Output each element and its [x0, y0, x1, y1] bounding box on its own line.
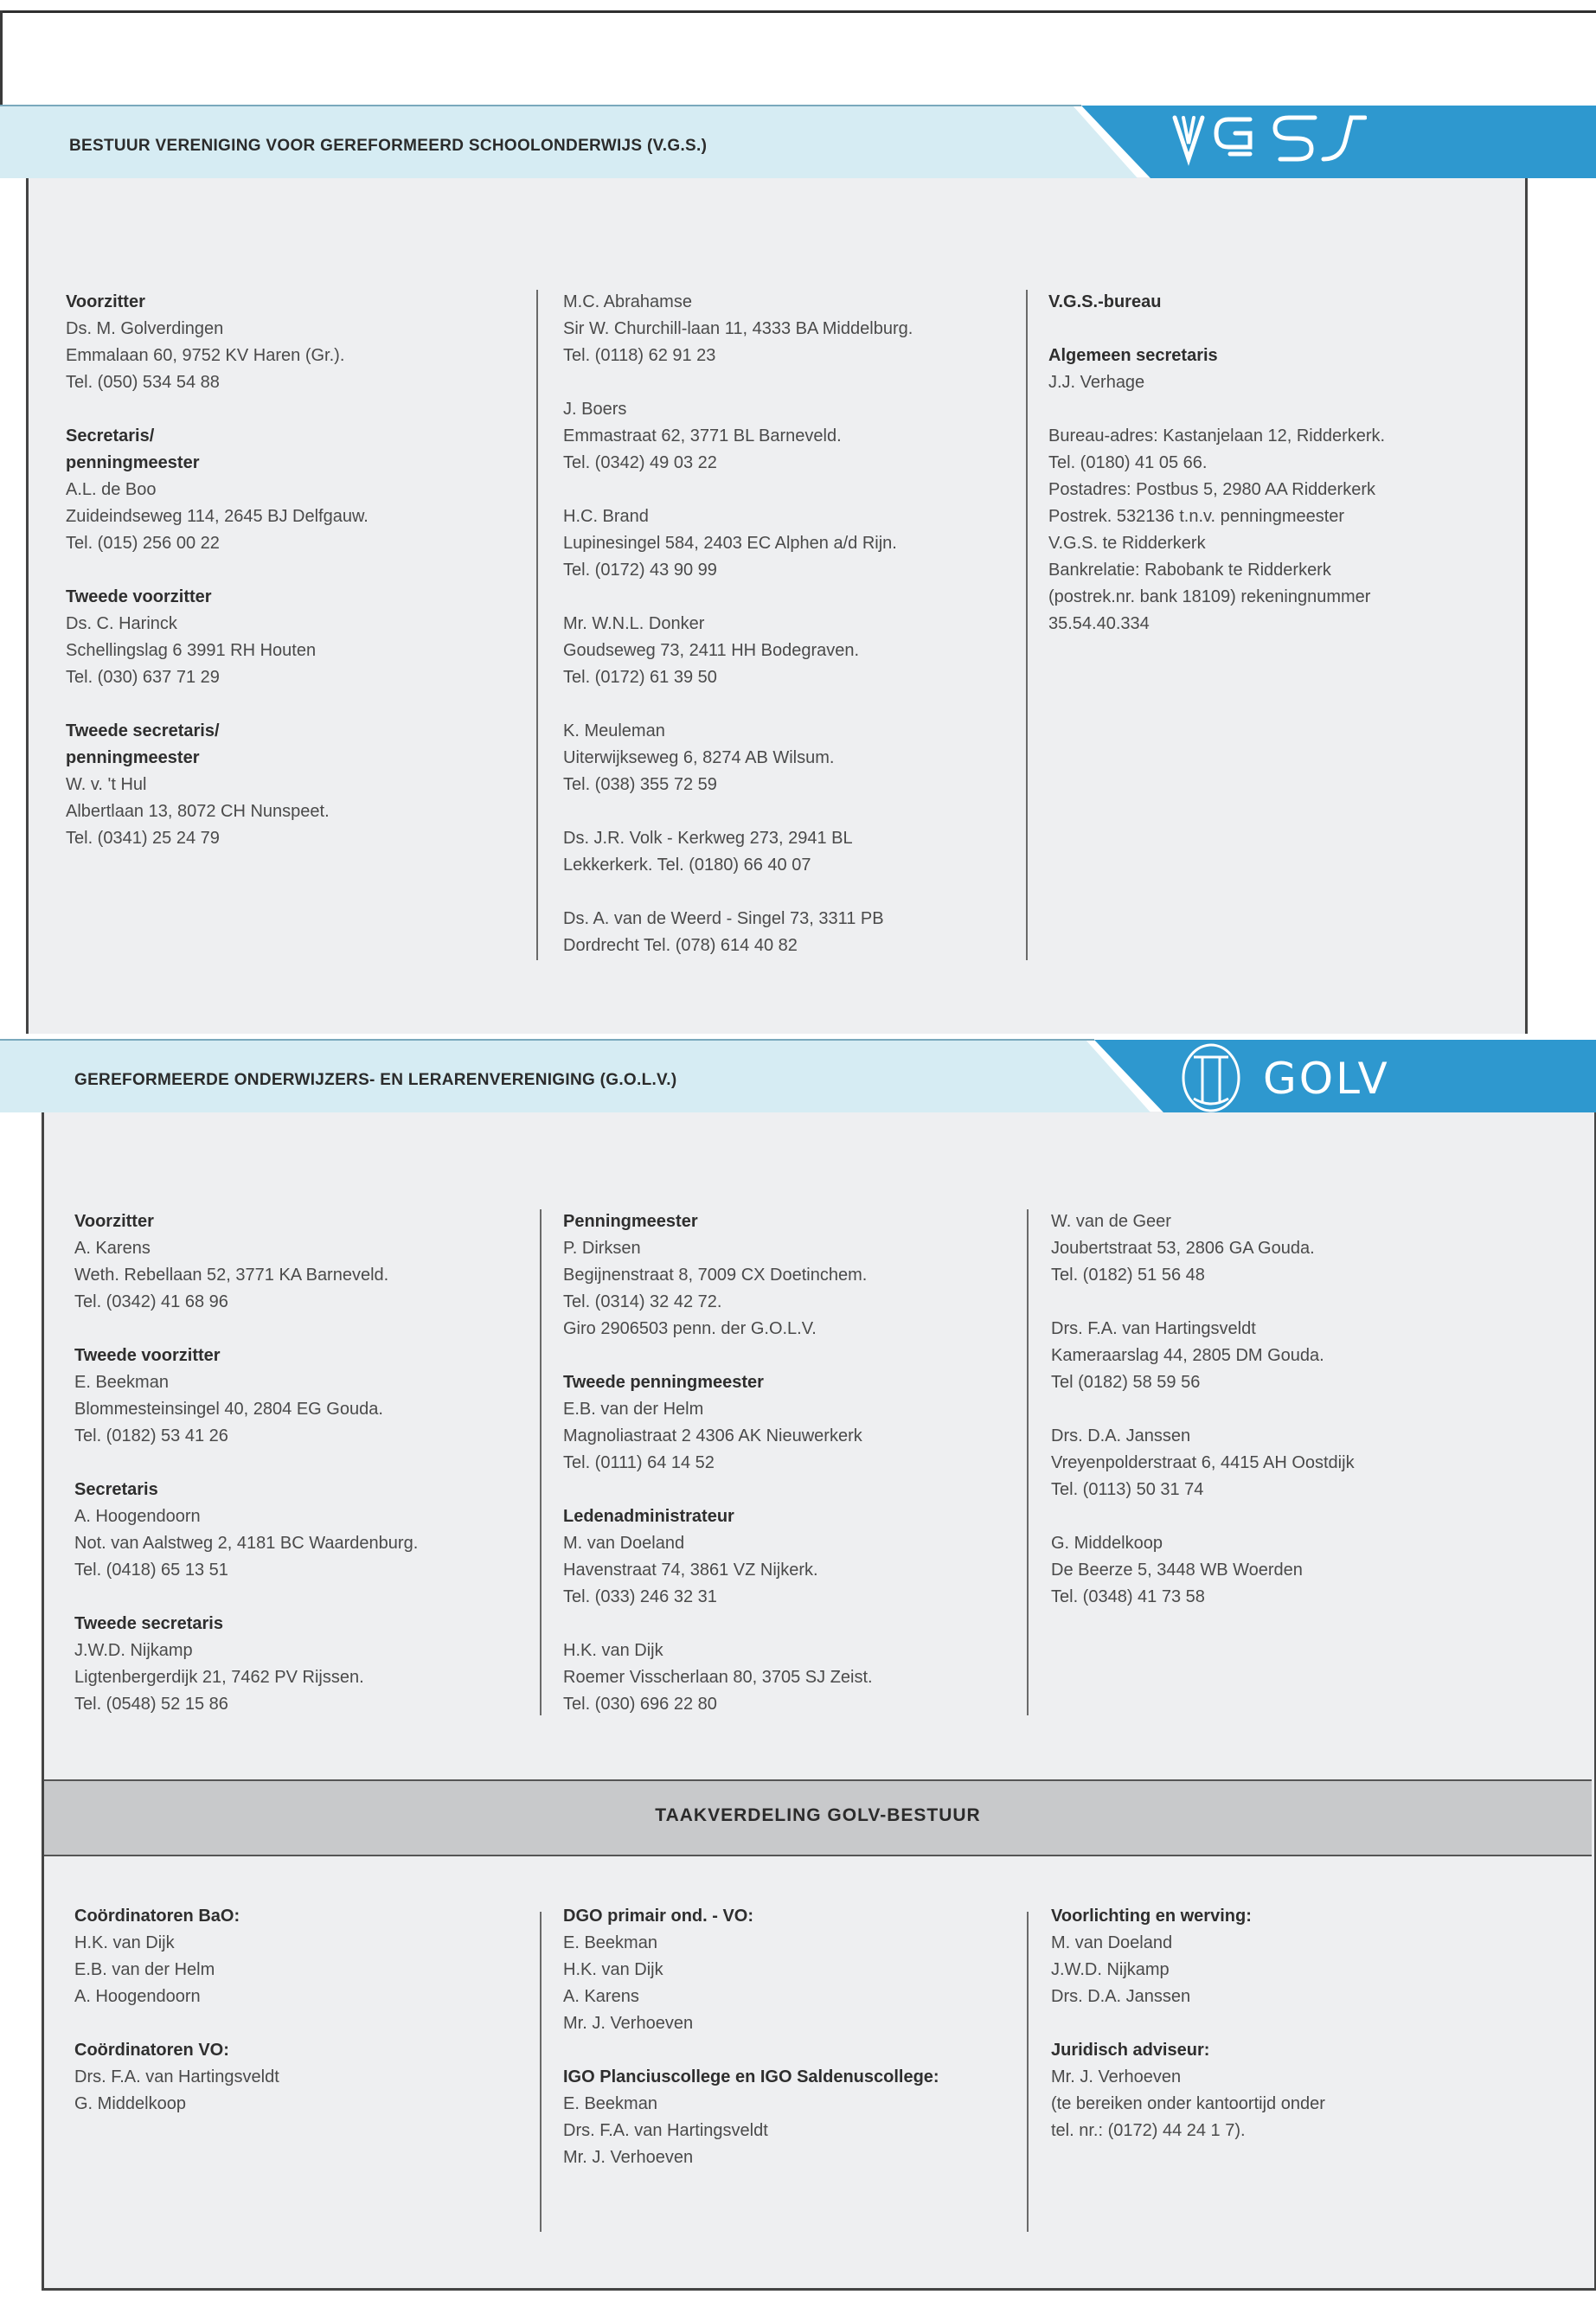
address-line: Emmalaan 60, 9752 KV Haren (Gr.). — [66, 346, 345, 365]
address-line: Roemer Visscherlaan 80, 3705 SJ Zeist. — [563, 1668, 873, 1687]
address-line: Joubertstraat 53, 2806 GA Gouda. — [1051, 1239, 1315, 1258]
address-line: Begijnenstraat 8, 7009 CX Doetinchem. — [563, 1266, 868, 1285]
board-entry — [563, 1638, 1013, 1718]
person-name: E.B. van der Helm — [74, 1960, 215, 1979]
task-heading: DGO primair ond. - VO: — [563, 1907, 754, 1926]
role-heading: Voorzitter — [66, 292, 145, 311]
task-entry — [1051, 1903, 1518, 2010]
taak-column-3 — [1051, 1903, 1518, 2171]
role-heading: Tweede voorzitter — [74, 1346, 221, 1365]
golv-column-3 — [1051, 1208, 1518, 1638]
phone-line: Tel. (0111) 64 14 52 — [563, 1453, 715, 1472]
board-entry — [1051, 1208, 1518, 1289]
bureau-address-entry — [1048, 423, 1498, 638]
person-name: A. Hoogendoorn — [74, 1507, 201, 1526]
board-entry — [563, 1208, 1013, 1343]
board-entry — [74, 1343, 542, 1450]
role-heading: Voorzitter — [74, 1212, 154, 1231]
address-line: Ds. J.R. Volk - Kerkweg 273, 2941 BL — [563, 829, 853, 848]
board-entry — [74, 1208, 542, 1316]
board-entry — [563, 289, 1030, 369]
phone-line: Tel. (0548) 52 15 86 — [74, 1695, 228, 1714]
person-name: Drs. F.A. van Hartingsveldt — [1051, 1319, 1256, 1338]
vgs-column-3 — [1048, 289, 1498, 664]
address-line: Kameraarslag 44, 2805 DM Gouda. — [1051, 1346, 1324, 1365]
info-line: V.G.S. te Ridderkerk — [1048, 534, 1206, 553]
board-entry — [74, 1477, 542, 1584]
address-line: Albertlaan 13, 8072 CH Nunspeet. — [66, 802, 330, 821]
address-line: Lupinesingel 584, 2403 EC Alphen a/d Rijn. — [563, 534, 897, 553]
person-name: A.L. de Boo — [66, 480, 157, 499]
info-line: Postrek. 532136 t.n.v. penningmeester — [1048, 507, 1345, 526]
role-heading: Ledenadministrateur — [563, 1507, 734, 1526]
vgs-logo — [1168, 107, 1367, 176]
person-name: Ds. C. Harinck — [66, 614, 177, 633]
board-entry — [74, 1611, 542, 1718]
board-entry — [563, 611, 1030, 691]
person-name: P. Dirksen — [563, 1239, 641, 1258]
person-name: G. Middelkoop — [74, 2094, 186, 2113]
golv-title-band — [0, 1036, 1596, 1116]
vgs-column-1 — [66, 289, 516, 879]
role-heading: Secretaris — [74, 1480, 158, 1499]
column-divider — [1027, 1912, 1029, 2232]
board-entry — [66, 584, 516, 691]
task-entry — [1051, 2037, 1518, 2144]
board-entry — [563, 825, 1030, 879]
task-entry — [74, 2037, 542, 2118]
phone-line: Tel. (0418) 65 13 51 — [74, 1561, 228, 1580]
role-heading: penningmeester — [66, 453, 200, 472]
phone-line: Tel. (0342) 41 68 96 — [74, 1292, 228, 1311]
board-entry — [1051, 1316, 1518, 1396]
board-entry — [1051, 1530, 1518, 1611]
bureau-heading: V.G.S.-bureau — [1048, 292, 1162, 311]
task-heading: Coördinatoren VO: — [74, 2041, 229, 2060]
address-line: Uiterwijkseweg 6, 8274 AB Wilsum. — [563, 748, 835, 767]
vgs-section-title: BESTUUR VERENIGING VOOR GEREFORMEERD SCHOOLONDERWIJS (V.G.S.) — [69, 137, 708, 155]
person-name: A. Karens — [74, 1239, 151, 1258]
taak-column-1 — [74, 1903, 542, 2144]
column-divider — [540, 1209, 542, 1715]
phone-line: Tel. (0348) 41 73 58 — [1051, 1587, 1205, 1606]
person-name: H.K. van Dijk — [563, 1960, 663, 1979]
role-heading: penningmeester — [66, 748, 200, 767]
person-name: M.C. Abrahamse — [563, 292, 692, 311]
board-entry — [66, 718, 516, 852]
phone-line: Tel. (038) 355 72 59 — [563, 775, 717, 794]
phone-line: Tel. (030) 696 22 80 — [563, 1695, 717, 1714]
person-name: E. Beekman — [563, 1933, 657, 1952]
phone-line: Tel. (0342) 49 03 22 — [563, 453, 717, 472]
page-left-edge — [0, 10, 3, 106]
person-name: Drs. D.A. Janssen — [1051, 1987, 1191, 2006]
phone-line: Tel (0182) 58 59 56 — [1051, 1373, 1201, 1392]
address-line: Ligtenbergerdijk 21, 7462 PV Rijssen. — [74, 1668, 364, 1687]
taakverdeling-bar — [44, 1779, 1592, 1856]
address-line: Schellingslag 6 3991 RH Houten — [66, 641, 317, 660]
person-name: Drs. D.A. Janssen — [1051, 1426, 1191, 1445]
info-line: 35.54.40.334 — [1048, 614, 1150, 633]
phone-line: Tel. (0314) 32 42 72. — [563, 1292, 722, 1311]
role-heading: Tweede voorzitter — [66, 587, 212, 606]
address-line: Havenstraat 74, 3861 VZ Nijkerk. — [563, 1561, 818, 1580]
person-name: Mr. J. Verhoeven — [563, 2148, 694, 2167]
task-heading: Coördinatoren BaO: — [74, 1907, 240, 1926]
info-line: Giro 2906503 penn. der G.O.L.V. — [563, 1319, 817, 1338]
person-name: J.W.D. Nijkamp — [74, 1641, 193, 1660]
vgs-title-band — [0, 102, 1596, 182]
phone-line: Tel. (033) 246 32 31 — [563, 1587, 717, 1606]
person-name: H.K. van Dijk — [563, 1641, 663, 1660]
info-line: (te bereiken onder kantoortijd onder — [1051, 2094, 1325, 2113]
phone-line: Lekkerkerk. Tel. (0180) 66 40 07 — [563, 856, 811, 875]
task-entry — [563, 1903, 1030, 2037]
role-heading: Secretaris/ — [66, 426, 155, 445]
person-name: H.K. van Dijk — [74, 1933, 175, 1952]
page-top-edge — [0, 0, 1596, 13]
phone-line: Tel. (0341) 25 24 79 — [66, 829, 220, 848]
taak-column-2 — [563, 1903, 1030, 2198]
phone-line: Tel. (050) 534 54 88 — [66, 373, 220, 392]
person-name: E. Beekman — [74, 1373, 169, 1392]
address-line: Postadres: Postbus 5, 2980 AA Ridderkerk — [1048, 480, 1375, 499]
address-line: Sir W. Churchill-laan 11, 4333 BA Middelburg. — [563, 319, 913, 338]
person-name: M. van Doeland — [1051, 1933, 1173, 1952]
person-name: M. van Doeland — [563, 1534, 685, 1553]
phone-line: Tel. (0172) 61 39 50 — [563, 668, 717, 687]
role-heading: Tweede secretaris/ — [66, 721, 220, 740]
golv-emblem-icon — [1168, 1040, 1254, 1114]
task-entry — [563, 2064, 1030, 2171]
address-line: Weth. Rebellaan 52, 3771 KA Barneveld. — [74, 1266, 389, 1285]
address-line: Magnoliastraat 2 4306 AK Nieuwerkerk — [563, 1426, 862, 1445]
bureau-heading-entry — [1048, 289, 1498, 316]
person-name: H.C. Brand — [563, 507, 649, 526]
role-heading: Algemeen secretaris — [1048, 346, 1218, 365]
board-entry — [563, 718, 1030, 798]
role-heading: Penningmeester — [563, 1212, 698, 1231]
column-divider — [536, 290, 538, 960]
role-heading: Tweede secretaris — [74, 1614, 223, 1633]
address-line: Zuideindseweg 114, 2645 BJ Delfgauw. — [66, 507, 369, 526]
task-entry — [74, 1903, 542, 2010]
phone-line: Tel. (0182) 51 56 48 — [1051, 1266, 1205, 1285]
column-divider — [1026, 290, 1028, 960]
golv-section-title: GEREFORMEERDE ONDERWIJZERS- EN LERARENVERENIGING (G.O.L.V.) — [74, 1071, 677, 1089]
person-name: A. Hoogendoorn — [74, 1987, 201, 2006]
taakverdeling-title: TAAKVERDELING GOLV-BESTUUR — [655, 1805, 981, 1825]
person-name: E.B. van der Helm — [563, 1400, 704, 1419]
person-name: J. Boers — [563, 400, 627, 419]
person-name: K. Meuleman — [563, 721, 665, 740]
phone-line: Dordrecht Tel. (078) 614 40 82 — [563, 936, 798, 955]
phone-line: Tel. (0182) 53 41 26 — [74, 1426, 228, 1445]
phone-line: tel. nr.: (0172) 44 24 1 7). — [1051, 2121, 1246, 2140]
person-name: J.J. Verhage — [1048, 373, 1145, 392]
person-name: Mr. J. Verhoeven — [563, 2014, 694, 2033]
vgs-column-2 — [563, 289, 1030, 986]
person-name: Ds. M. Golverdingen — [66, 319, 224, 338]
address-line: Emmastraat 62, 3771 BL Barneveld. — [563, 426, 842, 445]
board-entry — [66, 289, 516, 396]
info-line: (postrek.nr. bank 18109) rekeningnummer — [1048, 587, 1371, 606]
task-heading: Voorlichting en werving: — [1051, 1907, 1252, 1926]
address-line: Vreyenpolderstraat 6, 4415 AH Oostdijk — [1051, 1453, 1355, 1472]
role-heading: Tweede penningmeester — [563, 1373, 764, 1392]
info-line: Bankrelatie: Rabobank te Ridderkerk — [1048, 561, 1331, 580]
person-name: G. Middelkoop — [1051, 1534, 1163, 1553]
phone-line: Tel. (015) 256 00 22 — [66, 534, 220, 553]
board-entry — [563, 396, 1030, 477]
address-line: De Beerze 5, 3448 WB Woerden — [1051, 1561, 1303, 1580]
address-line: Goudseweg 73, 2411 HH Bodegraven. — [563, 641, 860, 660]
address-line: Not. van Aalstweg 2, 4181 BC Waardenburg. — [74, 1534, 419, 1553]
board-entry — [563, 906, 1030, 959]
person-name: J.W.D. Nijkamp — [1051, 1960, 1170, 1979]
person-name: W. v. 't Hul — [66, 775, 147, 794]
board-entry — [563, 1503, 1013, 1611]
phone-line: Tel. (0113) 50 31 74 — [1051, 1480, 1204, 1499]
secretary-entry — [1048, 343, 1498, 396]
phone-line: Tel. (0118) 62 91 23 — [563, 346, 716, 365]
task-heading: Juridisch adviseur: — [1051, 2041, 1210, 2060]
task-heading: IGO Planciuscollege en IGO Saldenuscollege: — [563, 2067, 939, 2086]
column-divider — [1027, 1209, 1029, 1715]
person-name: E. Beekman — [563, 2094, 657, 2113]
person-name: A. Karens — [563, 1987, 639, 2006]
address-line: Ds. A. van de Weerd - Singel 73, 3311 PB — [563, 909, 884, 928]
phone-line: Tel. (0172) 43 90 99 — [563, 561, 717, 580]
phone-line: Tel. (030) 637 71 29 — [66, 668, 220, 687]
golv-column-2 — [563, 1208, 1013, 1745]
phone-line: Tel. (0180) 41 05 66. — [1048, 453, 1208, 472]
address-line: Bureau-adres: Kastanjelaan 12, Ridderkerk. — [1048, 426, 1386, 445]
column-divider — [540, 1912, 542, 2232]
board-entry — [1051, 1423, 1518, 1503]
person-name: Mr. W.N.L. Donker — [563, 614, 705, 633]
golv-column-1 — [74, 1208, 542, 1745]
golv-logo-text: GOLV — [1263, 1054, 1390, 1104]
board-entry — [66, 423, 516, 557]
person-name: Mr. J. Verhoeven — [1051, 2067, 1182, 2086]
board-entry — [563, 503, 1030, 584]
person-name: W. van de Geer — [1051, 1212, 1171, 1231]
address-line: Blommesteinsingel 40, 2804 EG Gouda. — [74, 1400, 383, 1419]
person-name: Drs. F.A. van Hartingsveldt — [563, 2121, 768, 2140]
board-entry — [563, 1369, 1013, 1477]
person-name: Drs. F.A. van Hartingsveldt — [74, 2067, 279, 2086]
